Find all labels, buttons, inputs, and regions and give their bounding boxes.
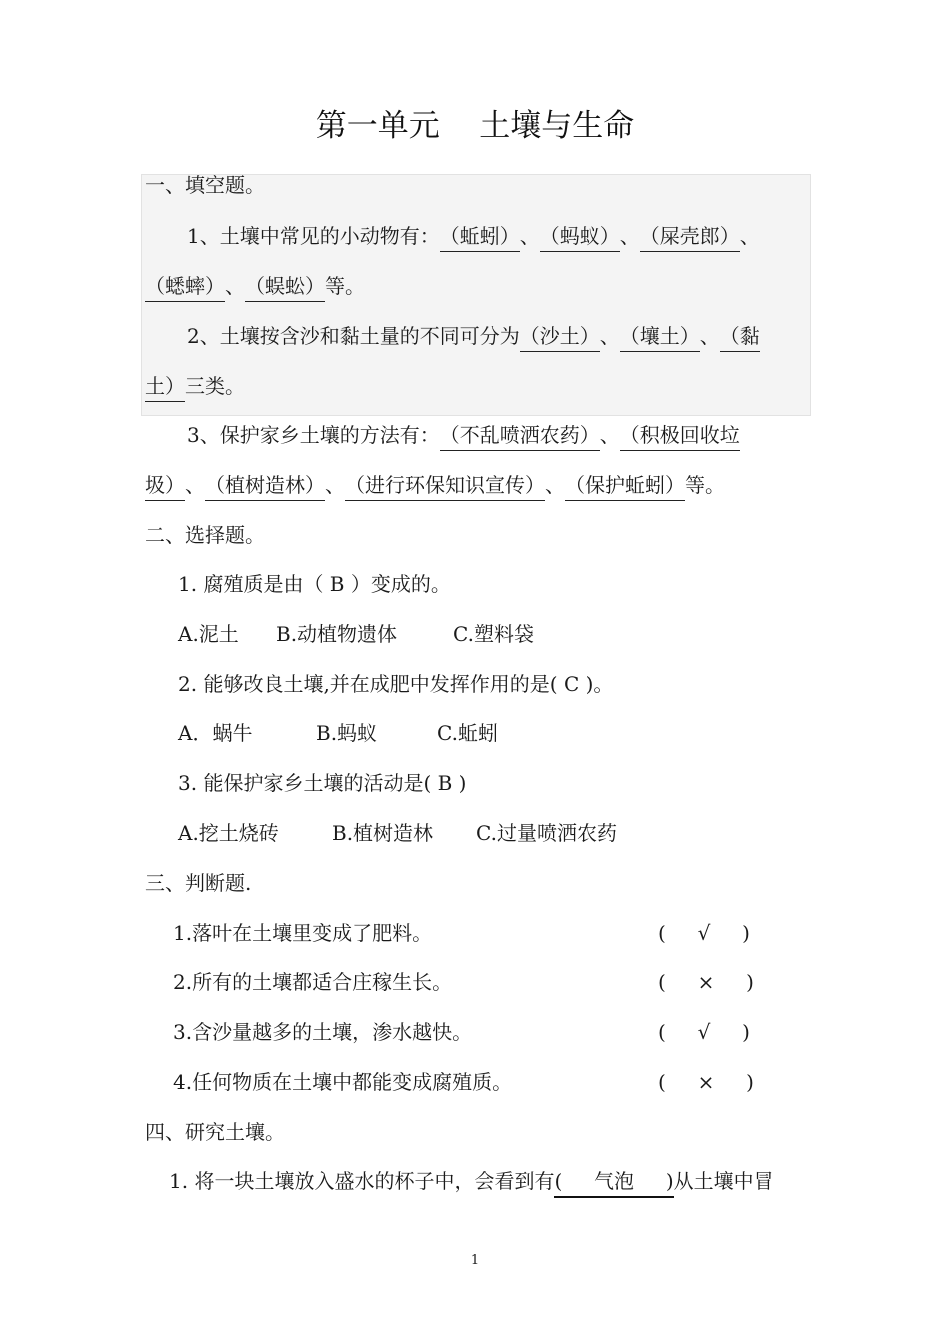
answer-blank: 圾） <box>145 471 185 501</box>
page-title: 第一单元 土壤与生命 <box>315 108 635 144</box>
option-c: C.过量喷洒农药 <box>476 821 617 845</box>
option-c: C.塑料袋 <box>453 622 534 646</box>
option-c: C.蚯蚓 <box>437 721 498 745</box>
answer-blank: （积极回收垃 <box>620 421 740 451</box>
option-b: B.植树造林 <box>332 821 434 845</box>
question-text: 从土壤中冒 <box>673 1169 774 1193</box>
answer-blank: （屎壳郎） <box>640 222 740 252</box>
separator: 、 <box>325 473 345 497</box>
judge-item-mark: ( √ ) <box>658 1020 750 1044</box>
question-text: 三类。 <box>185 374 245 398</box>
question-1-1-cont <box>145 272 365 302</box>
judge-item-mark: ( √ ) <box>658 921 750 945</box>
separator: 、 <box>185 473 205 497</box>
separator: 、 <box>545 473 565 497</box>
judge-item-text: 2.所有的土壤都适合庄稼生长。 <box>173 970 453 994</box>
section-heading-choice: 二、选择题。 <box>145 523 265 547</box>
option-b: B.动植物遗体 <box>276 622 398 646</box>
answer-blank: ( 气泡 ) <box>554 1167 673 1198</box>
question-4-1 <box>169 1167 774 1198</box>
answer-blank: （蚂蚁） <box>540 222 620 252</box>
option-a: A.挖土烧砖 <box>178 821 279 845</box>
separator: 、 <box>225 274 245 298</box>
option-a: A.泥土 <box>178 622 239 646</box>
question-2-2-stem: 2. 能够改良土壤,并在成肥中发挥作用的是( C )。 <box>178 672 614 696</box>
answer-blank: （蜈蚣） <box>245 272 325 302</box>
question-2-3-stem: 3. 能保护家乡土壤的活动是( B ) <box>178 771 467 795</box>
question-1-3 <box>187 421 740 451</box>
separator: 、 <box>619 224 640 248</box>
judge-item-mark: ( × ) <box>658 970 754 994</box>
judge-item-text: 1.落叶在土壤里变成了肥料。 <box>173 921 433 945</box>
section-heading-fill-blank: 一、填空题。 <box>145 173 265 197</box>
answer-blank: （沙土） <box>520 322 600 352</box>
question-text: 1、土壤中常见的小动物有： <box>187 224 440 248</box>
answer-blank: （黏 <box>720 322 760 352</box>
question-1-1 <box>187 222 760 252</box>
question-text: 2、土壤按含沙和黏土量的不同可分为 <box>187 324 520 348</box>
separator: 、 <box>699 324 720 348</box>
question-text: 3、保护家乡土壤的方法有： <box>187 423 440 447</box>
question-text: 1. 将一块土壤放入盛水的杯子中，会看到有 <box>169 1169 555 1193</box>
question-1-2 <box>187 322 760 352</box>
separator: 、 <box>599 423 620 447</box>
answer-blank: （蟋蟀） <box>145 272 225 302</box>
section-heading-judge: 三、判断题. <box>145 871 252 895</box>
answer-blank: （不乱喷洒农药） <box>440 421 600 451</box>
separator: 、 <box>519 224 540 248</box>
question-1-2-cont <box>145 372 245 402</box>
judge-item-mark: ( × ) <box>658 1070 754 1094</box>
answer-blank: （植树造林） <box>205 471 325 501</box>
section-heading-research: 四、研究土壤。 <box>145 1120 285 1144</box>
option-b: B.蚂蚁 <box>316 721 378 745</box>
answer-blank: （保护蚯蚓） <box>565 471 685 501</box>
question-text: 等。 <box>325 274 365 298</box>
question-1-3-cont <box>145 471 725 501</box>
question-text: 等。 <box>685 473 725 497</box>
option-a: A．蜗牛 <box>178 721 253 745</box>
page-number: 1 <box>470 1253 480 1268</box>
answer-blank: （壤土） <box>620 322 700 352</box>
separator: 、 <box>739 224 760 248</box>
separator: 、 <box>599 324 620 348</box>
question-2-1-stem: 1. 腐殖质是由（ B ）变成的。 <box>178 572 451 596</box>
answer-blank: 土） <box>145 372 185 402</box>
answer-blank: （进行环保知识宣传） <box>345 471 545 501</box>
judge-item-text: 3.含沙量越多的土壤，渗水越快。 <box>173 1020 473 1044</box>
judge-item-text: 4.任何物质在土壤中都能变成腐殖质。 <box>173 1070 513 1094</box>
answer-blank: （蚯蚓） <box>440 222 520 252</box>
